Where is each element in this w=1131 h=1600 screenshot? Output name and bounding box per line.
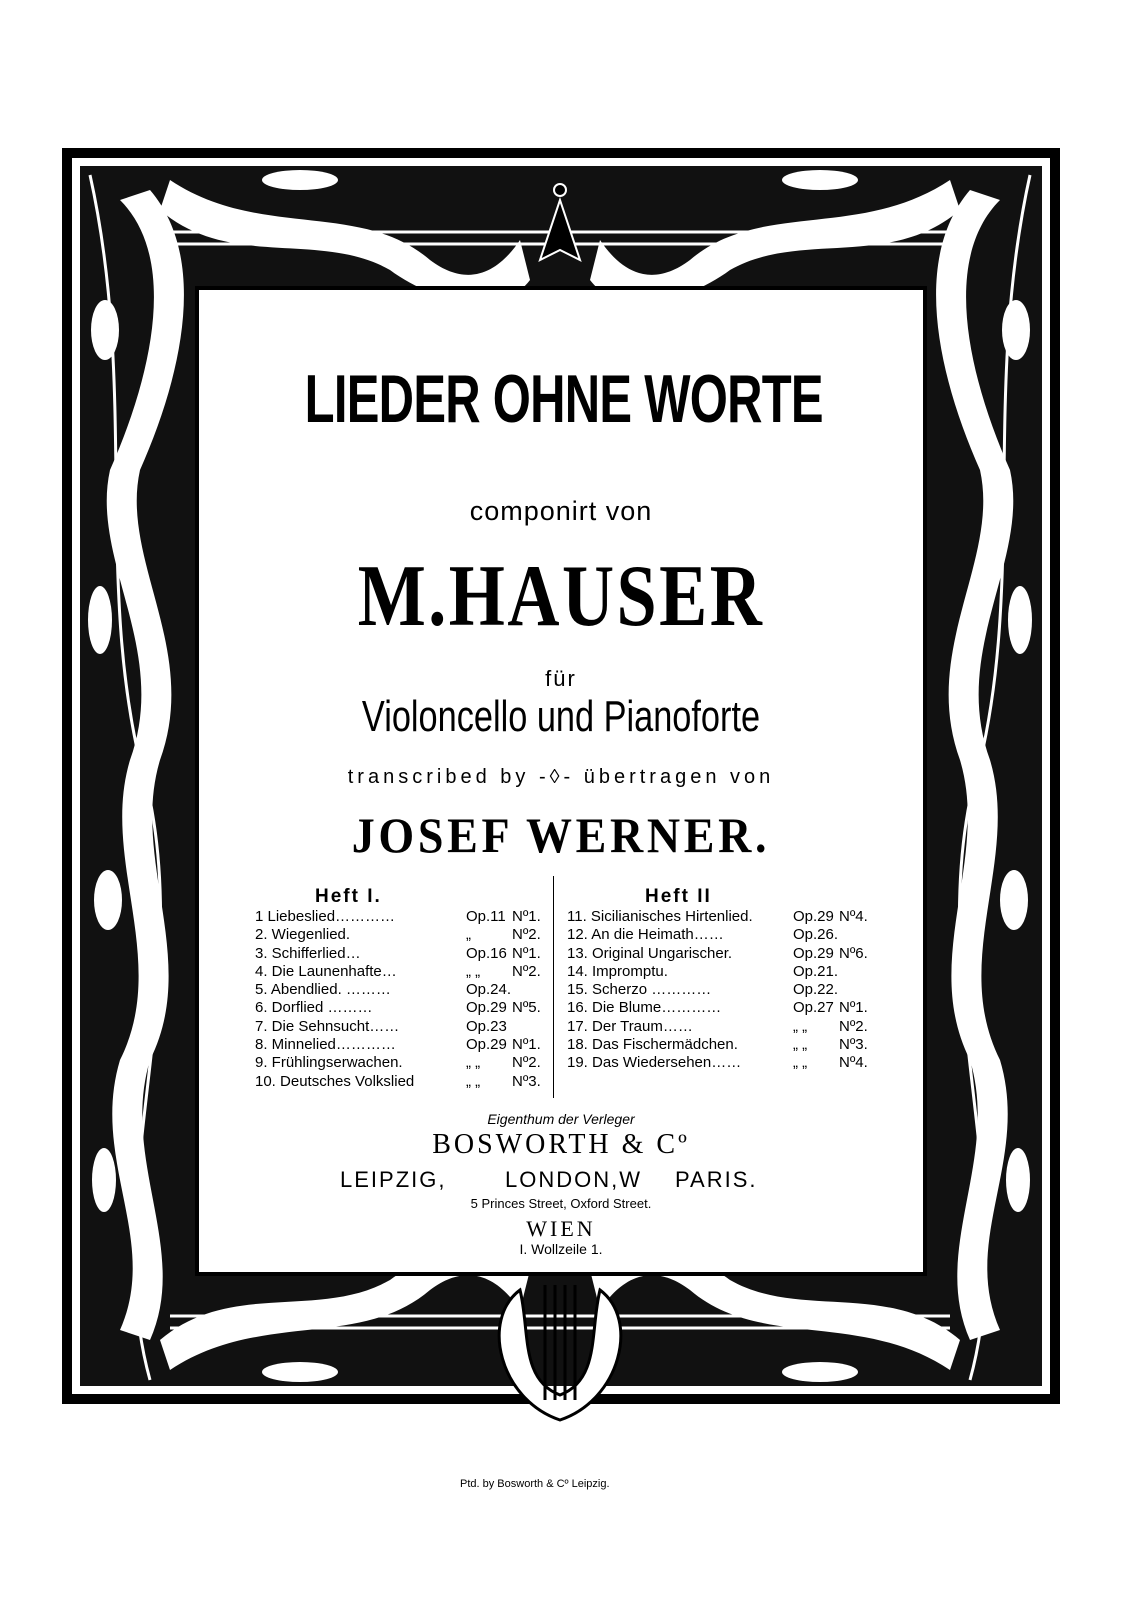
list-item: 13. Original Ungarischer. Op.29 Nº6. [567,944,868,962]
list-item: 2. Wiegenlied. „ Nº2. [255,926,541,944]
city-leipzig: LEIPZIG, [340,1167,447,1192]
heft-2-list [567,908,867,1073]
arranger-name: JOSEF WERNER. [351,807,771,863]
list-item: 3. Schifferlied… Op.16 Nº1. [255,944,541,962]
publisher-name: BOSWORTH & Cº [432,1129,690,1160]
wien-address: I. Wollzeile 1. [519,1241,603,1257]
transcribed-by-label: transcribed by [347,766,530,788]
list-item: 16. Die Blume………… Op.27 Nº1. [567,999,868,1017]
list-item: 18. Das Fischermädchen. „ „ Nº3. [567,1036,868,1054]
instrumentation: Violoncello und Pianoforte [361,692,761,741]
list-item: 11. Sicilianisches Hirtenlied. Op.29 Nº4. [567,908,868,925]
for-label: für [545,666,577,691]
heft-2-label: Heft II [645,886,712,907]
city-wien: WIEN [526,1216,596,1241]
transcription-line [205,766,917,789]
printer-imprint: Ptd. by Bosworth & Cº Leipzig. [460,1478,610,1490]
title-panel [205,296,917,1266]
column-divider [553,876,554,1098]
page-title: LIEDER OHNE WORTE [304,361,823,437]
ownership-note: Eigenthum der Verleger [487,1111,635,1127]
list-item: 1 Liebeslied………… Op.11 Nº1. [255,908,541,925]
list-item: 14. Impromptu. Op.21. [567,962,839,980]
composer-name: M.HAUSER [357,548,765,645]
london-address: 5 Princes Street, Oxford Street. [470,1196,652,1211]
list-item: 19. Das Wiedersehen…… „ „ Nº4. [567,1054,868,1072]
ornament-icon: -◊- [538,766,584,788]
city-london: LONDON,W [505,1167,642,1192]
list-item: 7. Die Sehnsucht…… Op.23 [255,1017,507,1035]
list-item: 15. Scherzo ………… Op.22. [567,981,839,999]
uebertragen-label: übertragen von [583,766,775,788]
heft-1-list [255,908,540,1091]
list-item: 8. Minnelied………… Op.29 Nº1. [255,1036,541,1054]
list-item: 4. Die Launenhafte… „ „ Nº2. [255,962,541,980]
composed-by-label: componirt von [469,496,653,526]
list-item: 9. Frühlingserwachen. „ „ Nº2. [255,1054,541,1072]
heft-1-label: Heft I. [315,886,382,907]
list-item: 5. Abendlied. ……… Op.24. [255,981,512,999]
list-item: 12. An die Heimath…… Op.26. [567,926,839,944]
list-item: 10. Deutsches Volkslied „ „ Nº3. [255,1072,541,1090]
list-item: 6. Dorflied ……… Op.29 Nº5. [255,999,541,1017]
city-paris: PARIS. [675,1167,758,1192]
list-item: 17. Der Traum…… „ „ Nº2. [567,1017,868,1035]
